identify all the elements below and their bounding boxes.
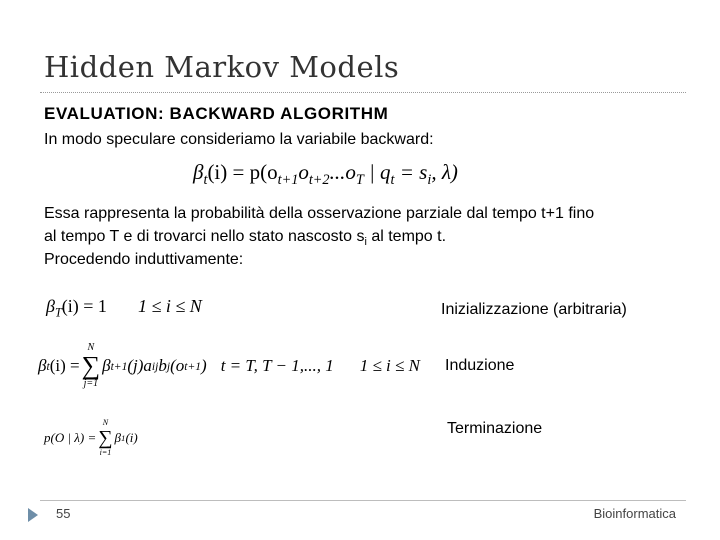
induction-label: Induzione	[445, 357, 515, 374]
termination-sum-symbol: N ∑ i=1	[98, 418, 113, 457]
footer-divider	[40, 500, 686, 501]
section-heading: EVALUATION: BACKWARD ALGORITHM	[44, 104, 389, 123]
slide-title: Hidden Markov Models	[44, 50, 400, 84]
backward-variable-formula: $\beta_t(i) = p(o_{t+1}o_{t+2}...o_T$ | $q_t = s_i$, λ)	[193, 160, 458, 188]
description-line-2: al tempo T e di trovarci nello stato nascosto $s_i$ al tempo t.	[44, 228, 447, 248]
description-line-1: Essa rappresenta la probabilità della osservazione parziale dal tempo t+1 fino	[44, 205, 595, 222]
initialization-label: Inizializzazione (arbitraria)	[441, 301, 627, 318]
initialization-range: 1 ≤ i ≤ N	[138, 296, 202, 316]
termination-formula: p(O | λ) = N ∑ i=1 β 1 (i)	[44, 418, 138, 457]
intro-text: In modo speculare consideriamo la variabile backward:	[44, 131, 434, 148]
induction-formula: β t (i) = N ∑ j=1 β t+1 (j)a ij b j (o t+1 ) t = T, T − 1,..., 1 1 ≤ i ≤ N	[38, 342, 420, 389]
footer-triangle-icon	[28, 508, 38, 522]
course-label: Bioinformatica	[593, 506, 676, 521]
termination-label: Terminazione	[447, 420, 543, 437]
page-number: 55	[56, 506, 71, 521]
induction-sum-symbol: N ∑ j=1	[81, 342, 101, 389]
initialization-formula: $\beta_T(i) = 1$	[46, 296, 107, 320]
title-divider	[40, 92, 686, 93]
description-line-3: Procedendo induttivamente:	[44, 251, 244, 268]
